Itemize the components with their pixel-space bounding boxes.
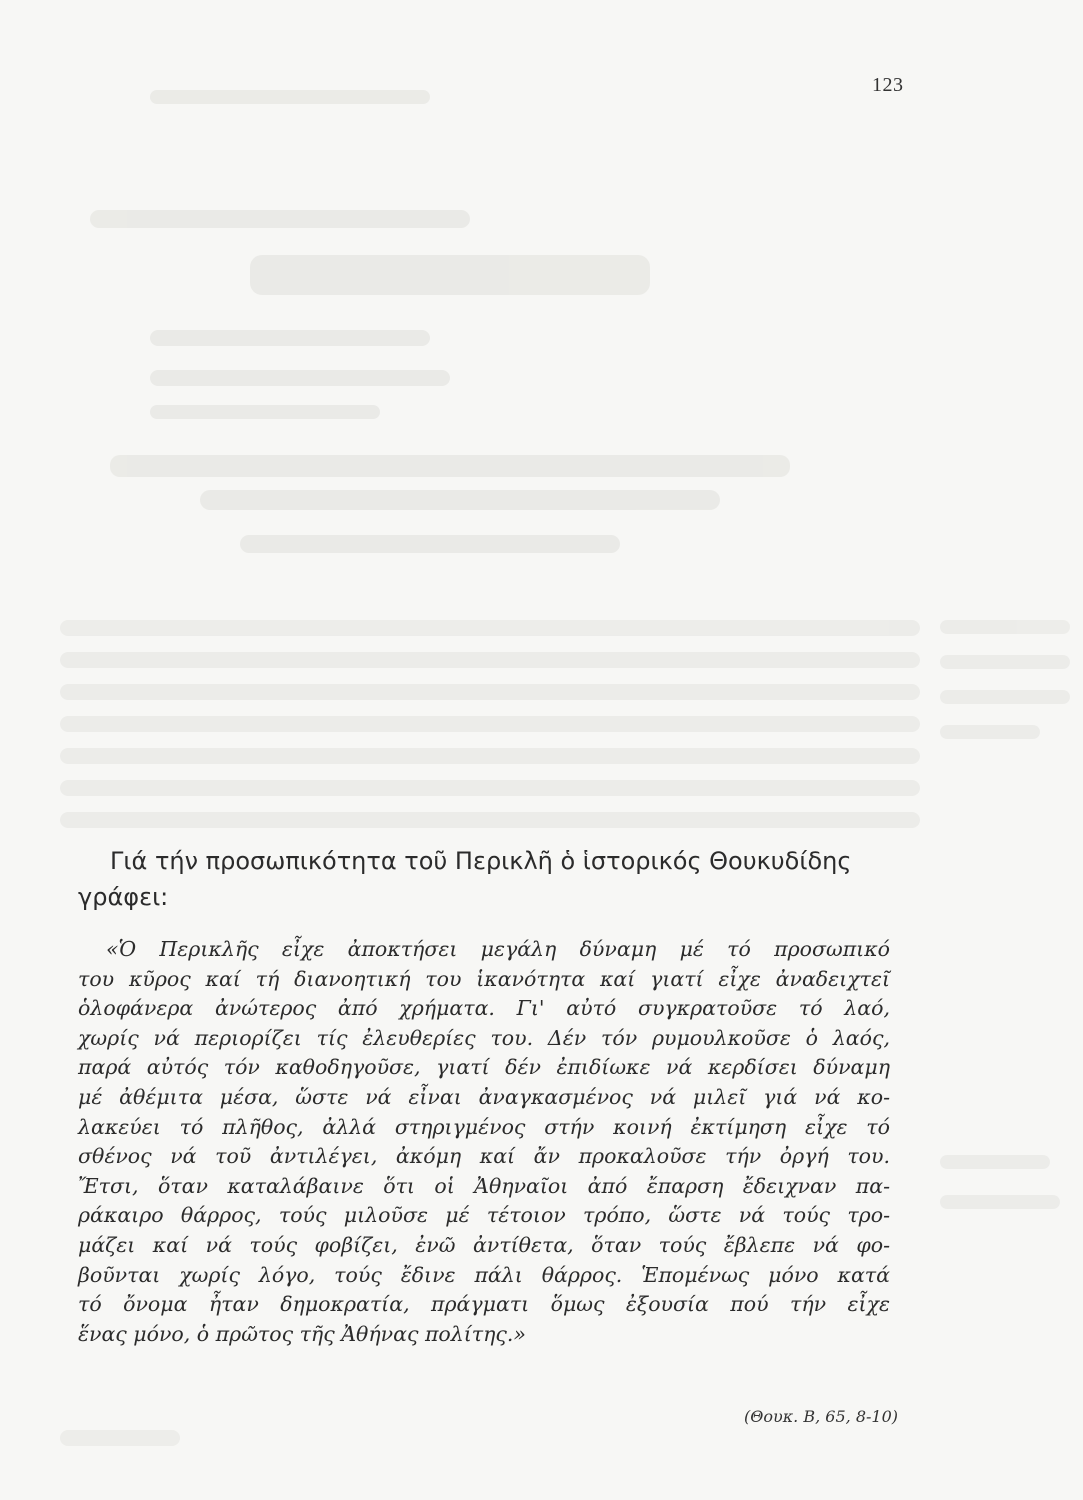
quote-line: παρά αὐτός τόν καθοδηγοῦσε, γιατί δέν ἐπιδίωκε νά κερδίσει δύναμη	[78, 1055, 890, 1080]
quote-line: σθένος νά τοῦ ἀντιλέγει, ἀκόμη καί ἄν προκαλοῦσε τήν ὀργή του.	[78, 1144, 890, 1169]
quote-line: ὁλοφάνερα ἀνώτερος ἀπό χρήματα. Γι' αὐτό συγκρατοῦσε τό λαό,	[78, 996, 890, 1021]
citation: (Θουκ. Β, 65, 8-10)	[743, 1407, 898, 1426]
quote-line: Ἔτσι, ὅταν καταλάβαινε ὅτι οἱ Ἀθηναῖοι ἀπό ἔπαρση ἔδειχναν πα-	[78, 1173, 890, 1198]
quote-line: τό ὄνομα ἦταν δημοκρατία, πράγματι ὅμως ἐξουσία πού τήν εἶχε	[78, 1292, 890, 1317]
quote-line: ράκαιρο θάρρος, τούς μιλοῦσε μέ τέτοιον τρόπο, ὥστε νά τούς τρο-	[78, 1203, 890, 1228]
page-number: 123	[872, 74, 904, 96]
quote-line: μάζει καί νά τούς φοβίζει, ἐνῶ ἀντίθετα, ὅταν τούς ἔβλεπε νά φο-	[78, 1232, 890, 1257]
quote-line: λακεύει τό πλῆθος, ἀλλά στηριγμένος στήν κοινή ἐκτίμηση εἶχε τό	[78, 1114, 890, 1139]
quote-line: βοῦνται χωρίς λόγο, τούς ἔδινε πάλι θάρρος. Ἑπομένως μόνο κατά	[78, 1262, 890, 1287]
quote-line: «Ὁ Περικλῆς εἶχε ἀποκτήσει μεγάλη δύναμη μέ τό προσωπικό	[106, 937, 890, 961]
thucydides-quote	[78, 935, 890, 1349]
intro-text: Γιά τήν προσωπικότητα τοῦ Περικλῆ ὁ ἱστορικός Θουκυδίδης γράφει:	[78, 847, 852, 911]
intro-paragraph	[78, 843, 898, 915]
quote-line: του κῦρος καί τή διανοητική του ἱκανότητα καί γιατί εἶχε ἀναδειχτεῖ	[78, 966, 890, 991]
quote-line: μέ ἀθέμιτα μέσα, ὥστε νά εἶναι ἀναγκασμένος νά μιλεῖ γιά νά κο-	[78, 1084, 890, 1109]
quote-line: χωρίς νά περιορίζει τίς ἐλευθερίες του. Δέν τόν ρυμουλκοῦσε ὁ λαός,	[78, 1025, 890, 1050]
quote-line: ἕνας μόνο, ὁ πρῶτος τῆς Ἀθήνας πολίτης.»	[78, 1321, 526, 1346]
